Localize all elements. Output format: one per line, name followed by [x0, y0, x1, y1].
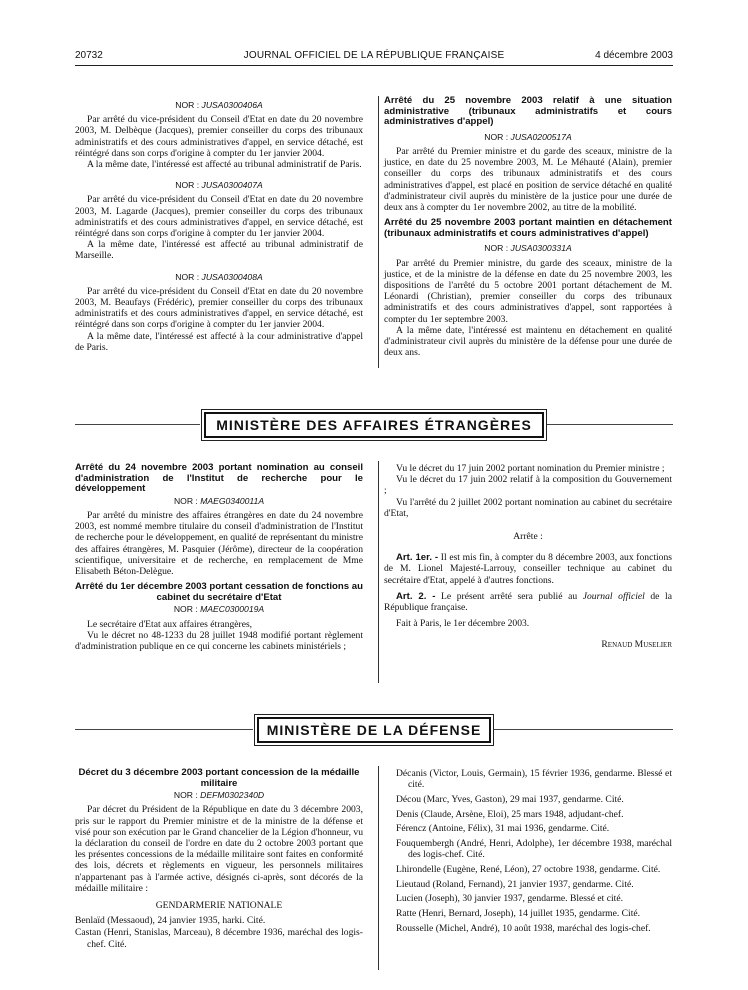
paragraph: Par arrêté du vice-président du Conseil d'Etat en date du 20 novembre 2003, M. Lagarde (Jacques), premier conseiller du corps des tribunaux administratifs et des cours administratives d'appel, en service détaché, est réintégré dans son corps d'origine à compter du 1er janvier 2004. — [75, 194, 363, 240]
paragraph: Par arrêté du vice-président du Conseil d'Etat en date du 20 novembre 2003, M. Beaufays (Frédéric), premier conseiller du corps des tribunaux administratifs et des cours administratives d'appel, en service détaché, est réintégré dans son corps d'origine à compter du 1er janvier 2004. — [75, 285, 363, 331]
decree-title: Décret du 3 décembre 2003 portant concession de la médaille militaire — [78, 767, 360, 789]
nor-reference: NOR : JUSA0300407A — [175, 180, 263, 191]
paragraph: Par arrêté du ministre des affaires étrangères en date du 24 novembre 2003, est nommé membre titulaire du conseil d'administration de l'Institut de recherche pour le développement, en qualité de représentant du ministre des affaires étrangères, M. Pasquier (Jérôme), directeur de la coopération scientifique, universitaire et de recherche, en remplacement de Mme Elisabeth Béton-Delègue. — [75, 509, 363, 577]
medal-entry: Lieutaud (Roland, Fernand), 21 janvier 1937, gendarme. Cité. — [396, 878, 634, 890]
paragraph: Le secrétaire d'Etat aux affaires étrangères, — [87, 618, 253, 630]
paragraph: Vu le décret no 48-1233 du 28 juillet 1948 modifié portant règlement d'administration publique en ce qui concerne les cabinets ministériels ; — [75, 629, 363, 652]
bottom-right-column — [384, 768, 672, 937]
ministry-banner — [201, 409, 547, 441]
page-number: 20732 — [75, 50, 103, 61]
decree-title: Arrêté du 24 novembre 2003 portant nomination au conseil d'administration de l'Institut de recherche pour le développement — [75, 462, 363, 495]
section-heading: GENDARMERIE NATIONALE — [155, 900, 283, 912]
nor-reference: NOR : JUSA0300331A — [484, 243, 572, 254]
bottom-left-column — [75, 768, 363, 953]
journal-title: JOURNAL OFFICIEL DE LA RÉPUBLIQUE FRANÇAISE — [243, 50, 505, 61]
signature: Renaud Muselier — [601, 639, 672, 651]
top-right-column — [384, 96, 672, 358]
nor-reference: NOR : JUSA0300408A — [175, 271, 263, 282]
column-divider — [378, 96, 379, 368]
visa: Vu l'arrêté du 2 juillet 2002 portant nomination au cabinet du secrétaire d'Etat, — [384, 496, 672, 519]
signing-place-date: Fait à Paris, le 1er décembre 2003. — [396, 618, 530, 630]
ministry-banner — [254, 714, 494, 746]
column-divider — [378, 766, 379, 970]
page-header — [75, 50, 673, 66]
medal-entry: Fouquembergh (André, Henri, Adolphe), 1er décembre 1938, maréchal des logis-chef. Cité. — [396, 838, 672, 861]
paragraph: Par arrêté du Premier ministre, du garde des sceaux, ministre de la justice, et de la ministre de la défense en date du 25 novembre 2003, les dispositions de l'arrêté du 5 octobre 2001 portant détachement de M. Léonardi (Christian), premier conseiller du corps des tribunaux administratifs et des cours administratives d'appel, sont rapportées à compter du 1er septembre 2003. — [384, 257, 672, 325]
article-2: Art. 2. - Le présent arrêté sera publié au Journal officiel de la République française. — [384, 590, 672, 614]
decree-title: Arrêté du 25 novembre 2003 portant maintien en détachement (tribunaux administratifs et cours administratives d'appel) — [384, 217, 672, 239]
paragraph: A la même date, l'intéressé est affecté à la cour administrative d'appel de Paris. — [75, 330, 363, 353]
paragraph: Par arrêté du Premier ministre et du garde des sceaux, ministre de la justice, en date du 25 novembre 2003, M. Le Méhauté (Alain), premier conseiller du corps des tribunaux administratifs et des cours administratives d'appel, est placé en position de service détaché en qualité d'administrateur civil auprès du ministère de la justice pour une durée de deux ans à compter du 1er novembre 2002, au titre de la mobilité. — [384, 145, 672, 213]
nor-reference: NOR : MAEC0300019A — [173, 604, 265, 615]
banner-rule — [75, 424, 200, 425]
medal-entry: Castan (Henri, Stanislas, Marceau), 8 décembre 1936, maréchal des logis-chef. Cité. — [75, 927, 363, 950]
medal-entry: Décanis (Victor, Louis, Germain), 15 février 1936, gendarme. Blessé et cité. — [396, 768, 672, 791]
nor-reference: NOR : DEFM0302340D — [173, 790, 265, 801]
visa: Vu le décret du 17 juin 2002 relatif à la composition du Gouvernement ; — [384, 474, 672, 497]
nor-reference: NOR : JUSA0200517A — [484, 131, 572, 142]
ministry-name: MINISTÈRE DE LA DÉFENSE — [257, 717, 491, 743]
paragraph: Par arrêté du vice-président du Conseil d'Etat en date du 20 novembre 2003, M. Delbèque (Jacques), premier conseiller du corps des tribunaux administratifs et des cours administratives d'appel, en service détaché, est réintégré dans son corps d'origine à compter du 1er janvier 2004. — [75, 114, 363, 159]
banner-rule — [75, 729, 253, 730]
medal-entry: Lhirondelle (Eugène, René, Léon), 27 octobre 1938, gendarme. Cité. — [396, 863, 661, 875]
visa: Vu le décret du 17 juin 2002 portant nomination du Premier ministre ; — [396, 463, 665, 474]
ministry-name: MINISTÈRE DES AFFAIRES ÉTRANGÈRES — [204, 412, 544, 438]
medal-entry: Rousselle (Michel, André), 10 août 1938, maréchal des logis-chef. — [396, 922, 651, 934]
medal-entry: Ratte (Henri, Bernard, Joseph), 14 juillet 1935, gendarme. Cité. — [396, 908, 641, 920]
medal-entry: Férencz (Antoine, Félix), 31 mai 1936, gendarme. Cité. — [396, 823, 610, 835]
column-divider — [378, 461, 379, 683]
mid-right-column — [384, 463, 672, 651]
decree-title: Arrêté du 1er décembre 2003 portant cessation de fonctions au cabinet du secrétaire d'Etat — [75, 581, 363, 603]
paragraph: Par décret du Président de la République en date du 3 décembre 2003, pris sur le rapport du Premier ministre et de la ministre de la défense et visé pour son exécution par le Grand chancelier de la Légion d'honneur, vu la déclaration du conseil de l'ordre en date du 2 octobre 2003 portant que les présentes concessions de la médaille militaire sont faites en conformité des lois, décrets et règlements en vigueur, les personnels militaires n'appartenant pas à l'armée active, désignés ci-après, sont décorés de la médaille militaire : — [75, 804, 363, 894]
arrete-line: Arrête : — [513, 531, 543, 543]
medal-entry: Lucien (Joseph), 30 janvier 1937, gendarme. Blessé et cité. — [396, 893, 623, 905]
paragraph: A la même date, l'intéressé est maintenu en détachement en qualité d'administrateur civil auprès du ministère de la défense pour une durée de deux ans. — [384, 324, 672, 359]
medal-entry: Décou (Marc, Yves, Gaston), 29 mai 1937, gendarme. Cité. — [396, 793, 624, 805]
decree-title: Arrêté du 25 novembre 2003 relatif à une situation administrative (tribunaux administratifs et cours administratives d'appel) — [384, 95, 672, 128]
nor-reference: NOR : MAEG0340011A — [173, 495, 265, 506]
banner-rule — [547, 424, 673, 425]
medal-entry: Benlaïd (Messaoud), 24 janvier 1935, harki. Cité. — [75, 915, 266, 927]
banner-rule — [494, 729, 673, 730]
nor-reference: NOR : JUSA0300406A — [175, 100, 263, 110]
header-rule — [75, 65, 673, 66]
article-1: Art. 1er. - Il est mis fin, à compter du 8 décembre 2003, aux fonctions de M. Lionel Majesté-Larrouy, conseiller technique au cabinet du secrétaire d'Etat, appelé à d'autres fonctions. — [384, 552, 673, 586]
issue-date: 4 décembre 2003 — [595, 50, 673, 61]
top-left-column — [75, 96, 363, 353]
paragraph: A la même date, l'intéressé est affecté au tribunal administratif de Paris. — [87, 159, 362, 171]
paragraph: A la même date, l'intéressé est affecté au tribunal administratif de Marseille. — [75, 239, 363, 262]
medal-entry: Denis (Claude, Arsène, Eloi), 25 mars 1948, adjudant-chef. — [396, 808, 624, 820]
mid-left-column — [75, 463, 363, 652]
